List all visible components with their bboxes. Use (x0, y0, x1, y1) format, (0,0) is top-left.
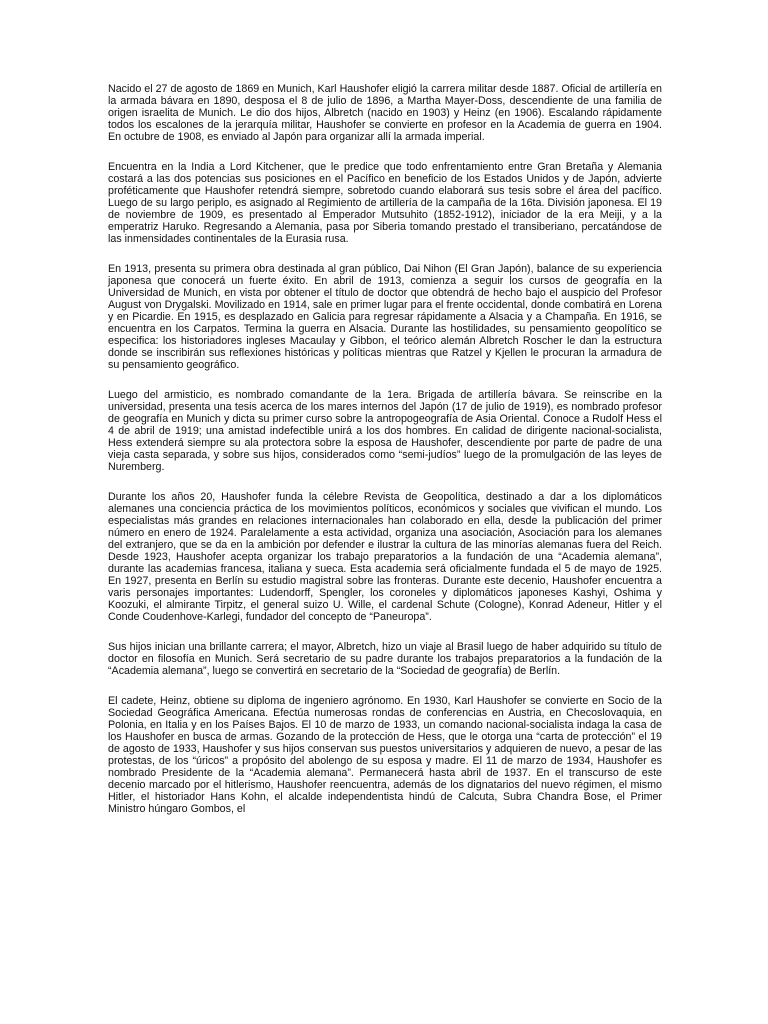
paragraph-4: Luego del armisticio, es nombrado comandante de la 1era. Brigada de artillería bávara. Se reinscribe en la universidad, presenta una tesis acerca de los mares internos del Japón (17 de julio de 1919), es nombrado profesor de geografía en Munich y dicta su primer curso sobre la antropogeografía de Asia Oriental. Conoce a Rudolf Hess el 4 de abril de 1919; una amistad indefectible unirá a los dos hombres. En calidad de dirigente nacional-socialista, Hess extenderá siempre su ala protectora sobre la esposa de Haushofer, descendiente por parte de padre de una vieja casta separada, y sobre sus hijos, considerados como “semi-judíos” luego de la promulgación de las leyes de Nuremberg. (108, 389, 662, 473)
paragraph-7: El cadete, Heinz, obtiene su diploma de ingeniero agrónomo. En 1930, Karl Haushofer se convierte en Socio de la Sociedad Geográfica Americana. Efectúa numerosas rondas de conferencias en Austria, en Checoslovaquia, en Polonia, en Italia y en los Países Bajos. El 10 de marzo de 1933, un comando nacional-socialista indaga la casa de los Haushofer en busca de armas. Gozando de la protección de Hess, que le otorga una “carta de protección” el 19 de agosto de 1933, Haushofer y sus hijos conservan sus puestos universitarios y adquieren de nuevo, a pesar de las protestas, de los “úricos” a propósito del abolengo de su esposa y madre. El 11 de marzo de 1934, Haushofer es nombrado Presidente de la “Academia alemana”. Permanecerá hasta abril de 1937. En el transcurso de este decenio marcado por el hitlerismo, Haushofer reencuentra, además de los dignatarios del nuevo régimen, el mismo Hitler, el historiador Hans Kohn, el alcalde independentista hindú de Calcuta, Subra Chandra Bose, el Primer Ministro húngaro Gombos, el (108, 695, 662, 815)
paragraph-6: Sus hijos inician una brillante carrera; el mayor, Albretch, hizo un viaje al Brasil luego de haber adquirido su título de doctor en filosofía en Munich. Será secretario de su padre durante los trabajos preparatorios a la fundación de la “Academia alemana”, luego se convertirá en secretario de la “Sociedad de geografía) de Berlín. (108, 641, 662, 677)
paragraph-5: Durante los años 20, Haushofer funda la célebre Revista de Geopolítica, destinado a dar a los diplomáticos alemanes una conciencia práctica de los movimientos políticos, económicos y sociales que vivifican el mundo. Los especialistas más grandes en relaciones internacionales han colaborado en ella, desde la publicación del primer número en enero de 1924. Paralelamente a esta actividad, organiza una asociación, Asociación para los alemanes del extranjero, que se da en la ambición por defender e ilustrar la cultura de las minorías alemanas fuera del Reich. Desde 1923, Haushofer acepta organizar los trabajo preparatorios a la fundación de una “Academia alemana”, durante las academias francesa, italiana y sueca. Esta academia será oficialmente fundada el 5 de mayo de 1925. En 1927, presenta en Berlín su estudio magistral sobre las fronteras. Durante este decenio, Haushofer encuentra a varis personajes importantes: Ludendorff, Spengler, los coroneles y diplomáticos japoneses Kashyi, Oshima y Koozuki, el almirante Tirpitz, el general suizo U. Wille, el cardenal Schute (Cologne), Konrad Adeneur, Hitler y el Conde Coudenhove-Karlegi, fundador del concepto de “Paneuropa”. (108, 491, 662, 623)
paragraph-1: Nacido el 27 de agosto de 1869 en Munich, Karl Haushofer eligió la carrera militar desde 1887. Oficial de artillería en la armada bávara en 1890, desposa el 8 de julio de 1896, a Martha Mayer-Doss, descendiente de una familia de origen israelita de Munich. Le dio dos hijos, Albretch (nacido en 1903) y Heinz (en 1906). Escalando rápidamente todos los escalones de la jerarquía militar, Haushofer se convierte en profesor en la Academia de guerra en 1904. En octubre de 1908, es enviado al Japón para organizar allí la armada imperial. (108, 83, 662, 143)
paragraph-3: En 1913, presenta su primera obra destinada al gran público, Dai Nihon (El Gran Japón), balance de su experiencia japonesa que conocerá un fuerte éxito. En abril de 1913, comienza a seguir los cursos de geografía en la Universidad de Munich, en vista por obtener el título de doctor que obtendrá de hecho bajo el auspicio del Profesor August von Drygalski. Movilizado en 1914, sale en primer lugar para el frente occidental, donde combatirá en Lorena y en Picardie. En 1915, es desplazado en Galicia para regresar rápidamente a Alsacia y a Champaña. En 1916, se encuentra en los Carpatos. Termina la guerra en Alsacia. Durante las hostilidades, su pensamiento geopolítico se especifica: los historiadores ingleses Macaulay y Gibbon, el teórico alemán Albretch Roscher le dan la estructura donde se inscribirán sus reflexiones históricas y políticas mientras que Ratzel y Kjellen le procuran la armadura de su pensamiento geográfico. (108, 263, 662, 371)
document-page (108, 83, 662, 833)
paragraph-2: Encuentra en la India a Lord Kitchener, que le predice que todo enfrentamiento entre Gran Bretaña y Alemania costará a las dos potencias sus posiciones en el Pacífico en beneficio de los Estados Unidos y de Japón, advierte proféticamente que Haushofer retendrá siempre, sobretodo cuando elaborará sus tesis sobre el área del pacífico. Luego de su largo periplo, es asignado al Regimiento de artillería de la campaña de la 16ta. División japonesa. El 19 de noviembre de 1909, es presentado al Emperador Mutsuhito (1852-1912), iniciador de la era Meiji, y a la emperatriz Haruko. Regresando a Alemania, pasa por Siberia tomando prestado el transiberiano, percatándose de las inmensidades continentales de la Eurasia rusa. (108, 161, 662, 245)
